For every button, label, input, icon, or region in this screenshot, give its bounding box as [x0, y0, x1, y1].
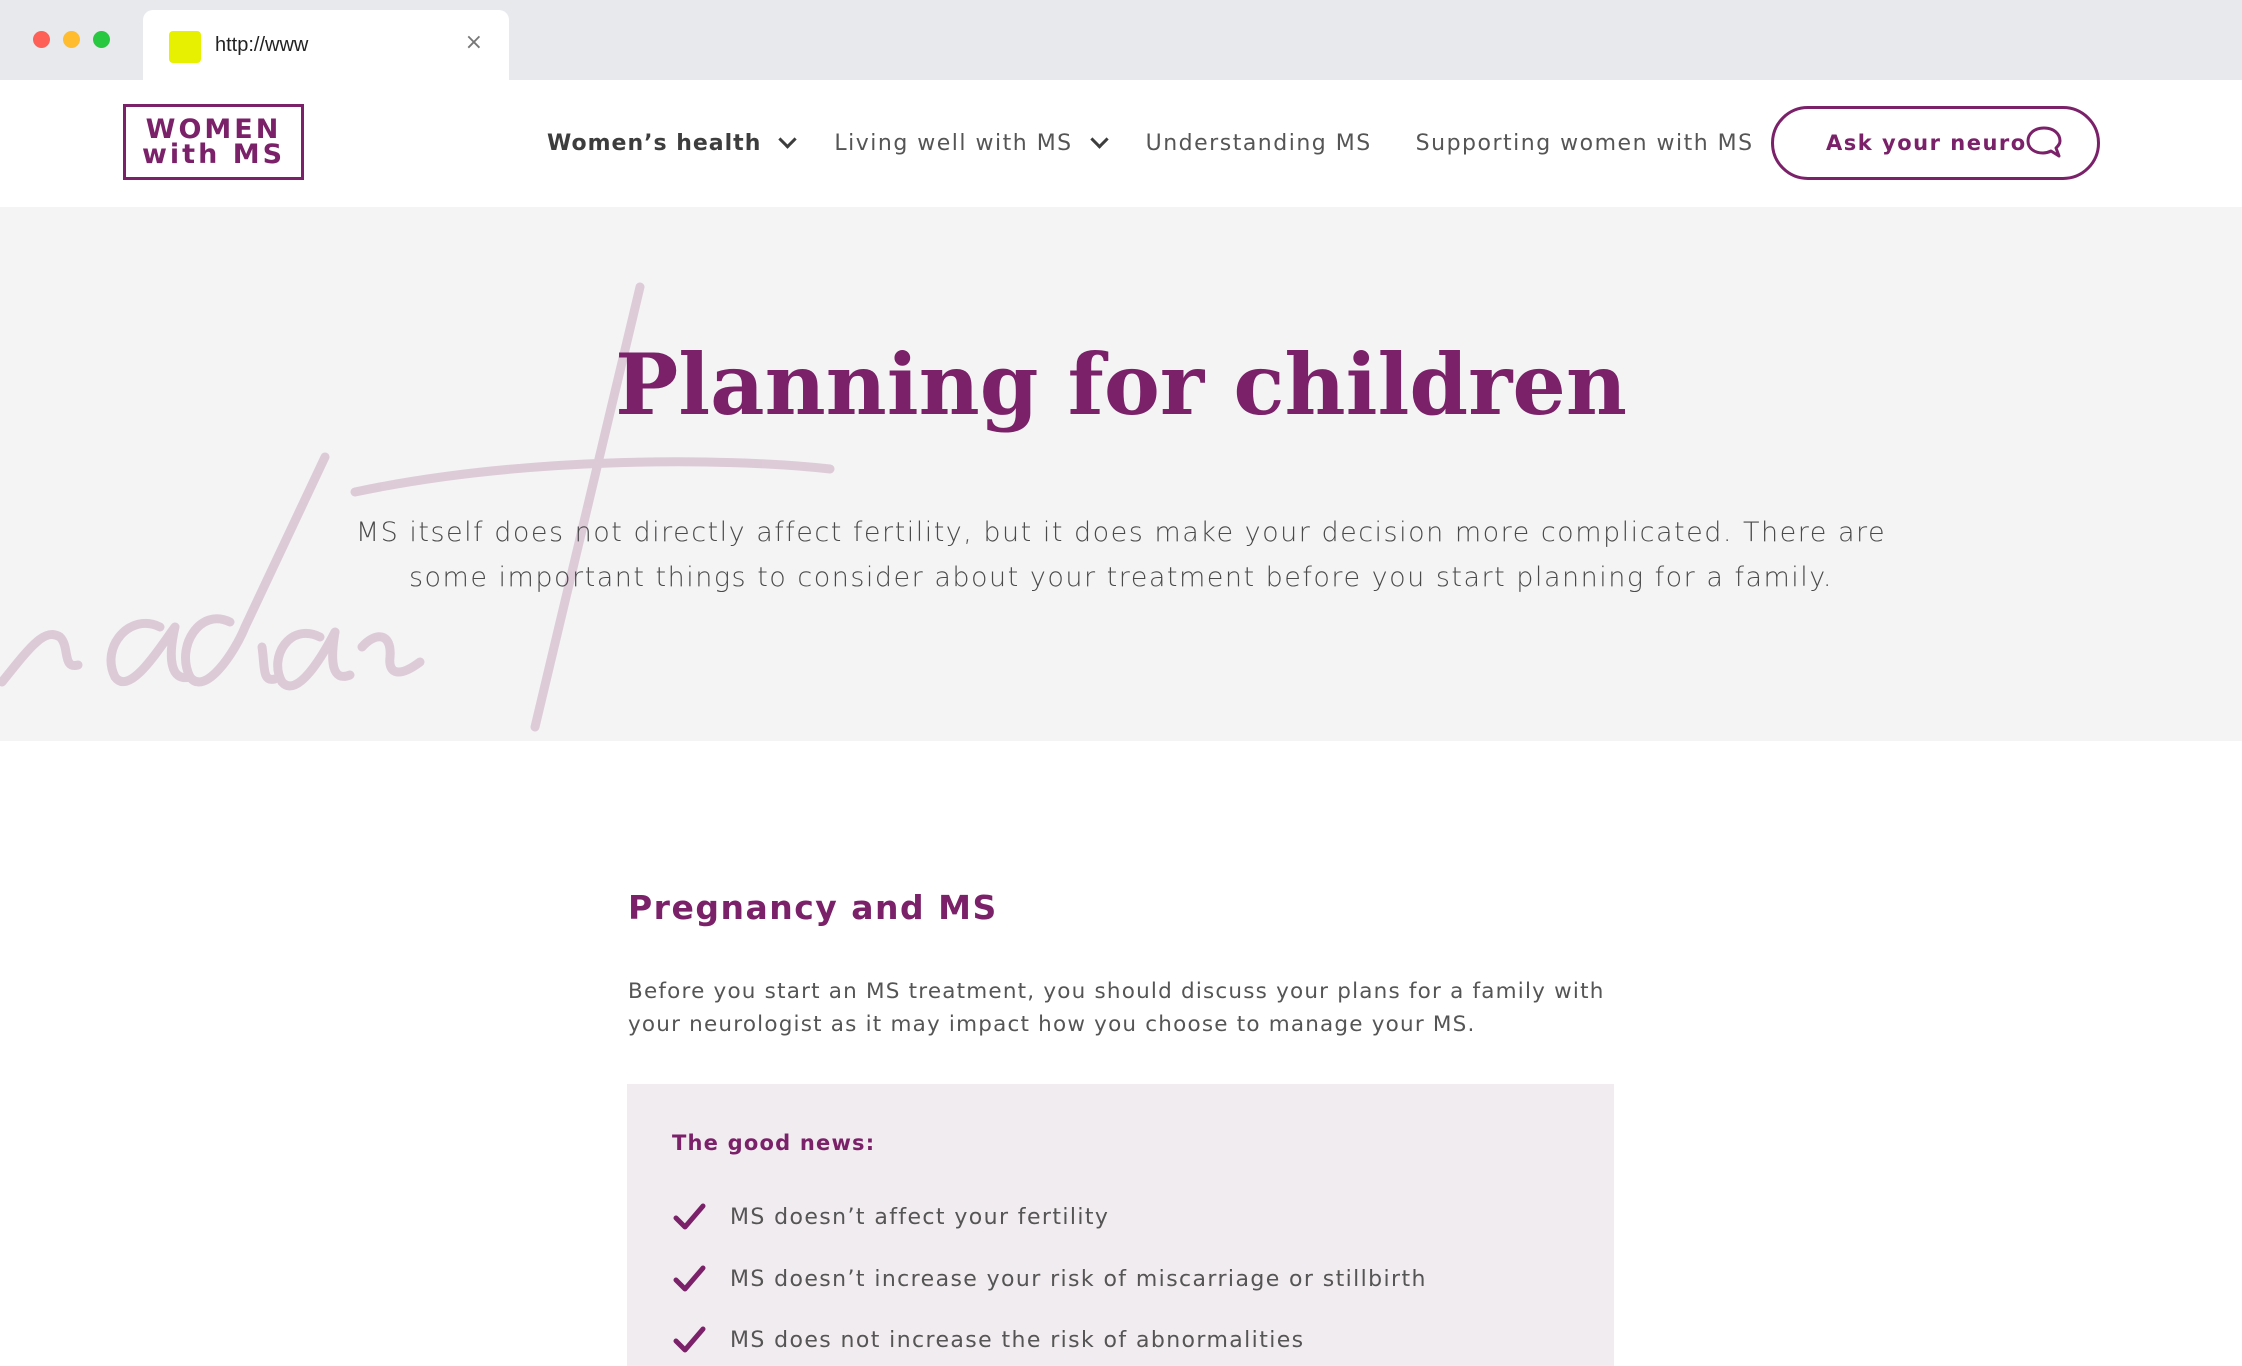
good-news-box [627, 1084, 1614, 1366]
check-icon [672, 1325, 706, 1355]
list-item [672, 1262, 1427, 1296]
window-zoom-dot[interactable] [93, 31, 110, 48]
window-minimize-dot[interactable] [63, 31, 80, 48]
nav-item-womens-health[interactable] [547, 131, 794, 156]
site-logo[interactable] [123, 104, 304, 180]
list-item-text: MS doesn’t affect your fertility [730, 1204, 1110, 1230]
good-news-title: The good news: [672, 1131, 876, 1155]
nav-item-label: Supporting women with MS [1415, 130, 1754, 156]
logo-line-1: WOMEN [145, 114, 282, 145]
hero-subtitle: MS itself does not directly affect fertility, but it does make your decision more complicated. There are some important things to consider about your treatment before you start planning for a family. [355, 517, 1887, 593]
ask-your-neuro-label: Ask your neuro [1826, 131, 2027, 155]
favicon-icon [169, 31, 201, 63]
close-icon[interactable]: × [464, 30, 483, 55]
ask-your-neuro-button[interactable] [1771, 106, 2100, 180]
list-item [672, 1200, 1109, 1234]
nav-item-understanding-ms[interactable] [1146, 131, 1372, 156]
browser-chrome [0, 0, 2242, 80]
list-item-text: MS does not increase the risk of abnormalities [730, 1327, 1305, 1353]
chevron-down-icon [779, 130, 797, 148]
page-title: Planning for children [615, 335, 1627, 434]
logo-line-2: with MS [141, 139, 286, 170]
chat-bubble-icon [2025, 125, 2063, 161]
radiant-script-decoration [0, 207, 900, 741]
nav-item-supporting-women[interactable] [1416, 131, 1787, 156]
main-nav [547, 126, 1787, 160]
section-body: Before you start an MS treatment, you should discuss your plans for a family with your neurologist as it may impact how you choose to manage your MS. [628, 979, 1605, 1037]
hero-section [0, 207, 2242, 741]
section-title: Pregnancy and MS [628, 888, 998, 927]
check-icon [672, 1264, 706, 1294]
nav-item-label: Understanding MS [1145, 130, 1372, 156]
nav-item-living-well[interactable] [834, 131, 1105, 156]
list-item-text: MS doesn’t increase your risk of miscarriage or stillbirth [730, 1266, 1427, 1292]
nav-item-label: Living well with MS [834, 130, 1073, 156]
site-header [0, 80, 2242, 207]
tab-url: http://www [215, 34, 309, 56]
browser-tab[interactable] [143, 10, 509, 80]
window-close-dot[interactable] [33, 31, 50, 48]
check-icon [672, 1202, 706, 1232]
chevron-down-icon [1090, 130, 1108, 148]
nav-item-label: Women’s health [547, 130, 762, 156]
list-item [672, 1323, 1305, 1357]
